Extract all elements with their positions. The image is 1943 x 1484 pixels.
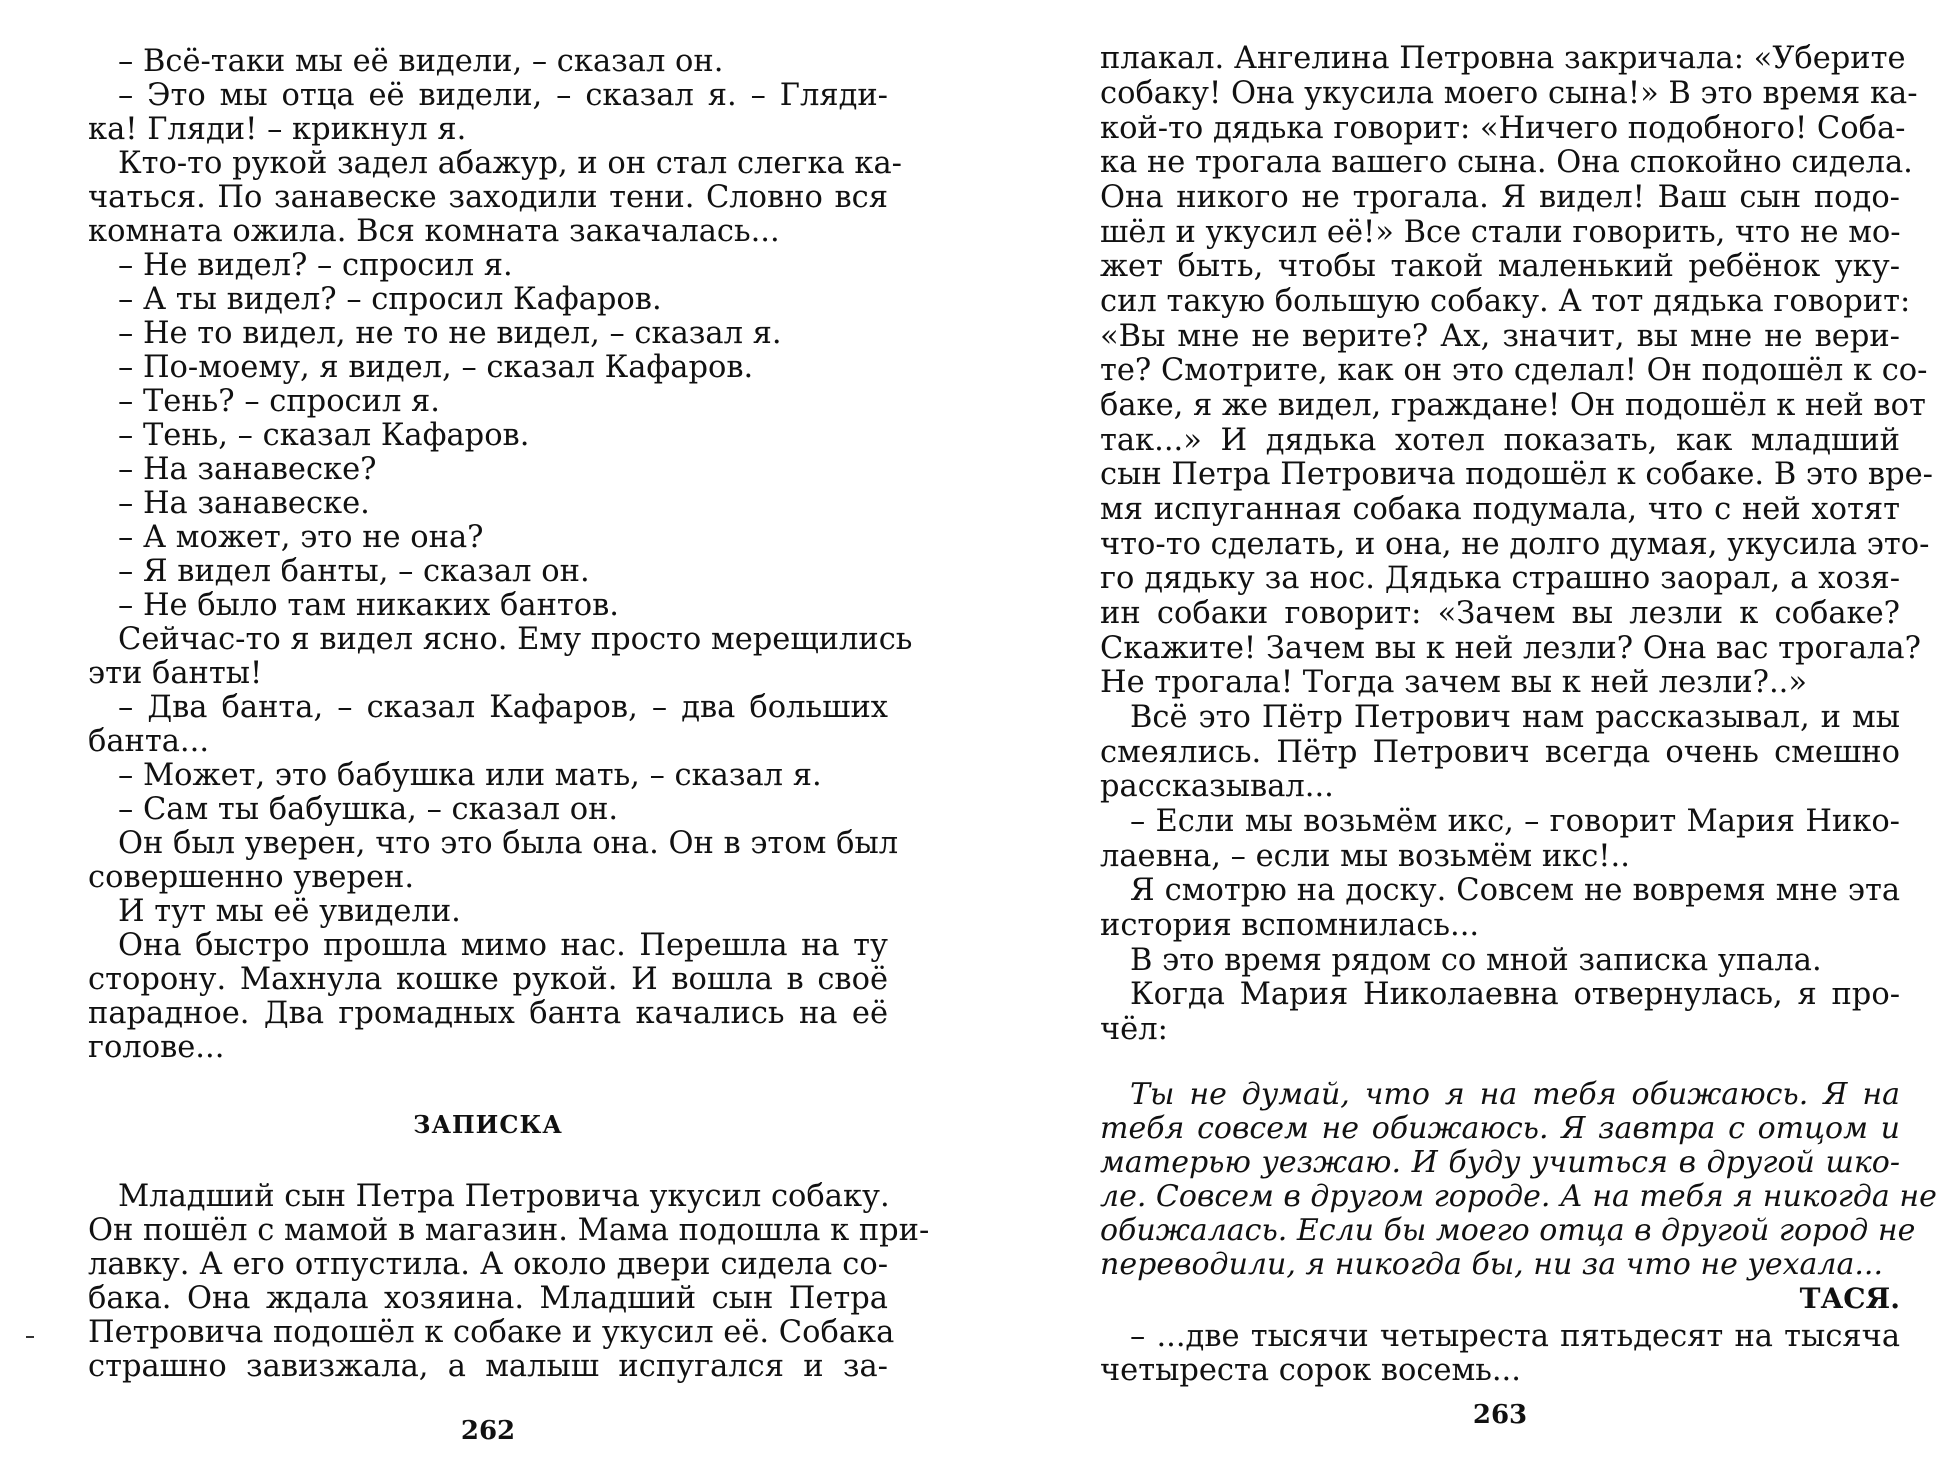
text-line: чаться. По занавеске заходили тени. Словно вся: [88, 180, 888, 215]
section-heading: ЗАПИСКА: [413, 1110, 563, 1139]
text-line: – Может, это бабушка или мать, – сказал я.: [118, 758, 822, 793]
text-line: рассказывал...: [1100, 769, 1334, 804]
text-line: сторону. Махнула кошке рукой. И вошла в своё: [88, 962, 888, 997]
text-line: шёл и укусил её!» Все стали говорить, что не мо-: [1100, 215, 1901, 250]
text-line: Скажите! Зачем вы к ней лезли? Она вас трогала?: [1100, 631, 1921, 666]
text-line: ка не трогала вашего сына. Она спокойно сидела.: [1100, 145, 1913, 180]
text-line: сил такую большую собаку. А тот дядька говорит:: [1100, 284, 1911, 319]
text-line: го дядьку за нос. Дядька страшно заорал, а хозя-: [1100, 561, 1900, 596]
text-line: четыреста сорок восемь...: [1100, 1353, 1521, 1388]
text-line: совершенно уверен.: [88, 860, 415, 895]
text-line: бака. Она ждала хозяина. Младший сын Петра: [88, 1281, 888, 1316]
text-line: собаку! Она укусила моего сына!» В это время ка-: [1100, 76, 1918, 111]
page-number: 263: [1472, 1400, 1528, 1430]
text-line: Младший сын Петра Петровича укусил собаку.: [118, 1179, 890, 1214]
text-line: кой-то дядька говорит: «Ничего подобного! Соба-: [1100, 111, 1906, 146]
text-line: Она быстро прошла мимо нас. Перешла на ту: [118, 928, 888, 963]
text-line: – Тень? – спросил я.: [118, 384, 440, 419]
note-signature: ТАСЯ.: [1799, 1282, 1900, 1315]
text-line: В это время рядом со мной записка упала.: [1130, 943, 1822, 978]
text-line: – Не видел? – спросил я.: [118, 248, 513, 283]
text-line: «Вы мне не верите? Ах, значит, вы мне не вери-: [1100, 319, 1900, 354]
text-line: ин собаки говорит: «Зачем вы лезли к собаке?: [1100, 596, 1900, 631]
text-line: – Не было там никаких бантов.: [118, 588, 620, 623]
text-line: парадное. Два громадных банта качались на её: [88, 996, 888, 1031]
text-line: – А ты видел? – спросил Кафаров.: [118, 282, 662, 317]
text-line: – Это мы отца её видели, – сказал я. – Гляди-: [118, 78, 888, 113]
scan-speck: [26, 1336, 34, 1338]
text-line: Когда Мария Николаевна отвернулась, я про-: [1130, 977, 1900, 1012]
note-line: ле. Совсем в другом городе. А на тебя я никогда не: [1100, 1179, 1937, 1214]
text-line: комната ожила. Вся комната закачалась...: [88, 214, 780, 249]
text-line: сын Петра Петровича подошёл к собаке. В это вре-: [1100, 457, 1933, 492]
text-line: – Если мы возьмём икс, – говорит Мария Нико-: [1130, 804, 1900, 839]
text-line: – Тень, – сказал Кафаров.: [118, 418, 530, 453]
text-line: история вспомнилась...: [1100, 908, 1480, 943]
text-line: чёл:: [1100, 1012, 1168, 1047]
text-line: ка! Гляди! – крикнул я.: [88, 112, 467, 147]
text-line: эти банты!: [88, 656, 263, 691]
text-line: Всё это Пётр Петрович нам рассказывал, и мы: [1130, 700, 1900, 735]
note-line: Ты не думай, что я на тебя обижаюсь. Я на: [1130, 1077, 1900, 1112]
text-line: – На занавеске.: [118, 486, 370, 521]
text-line: плакал. Ангелина Петровна закричала: «Уберите: [1100, 41, 1906, 76]
text-line: И тут мы её увидели.: [118, 894, 461, 929]
text-line: так...» И дядька хотел показать, как младший: [1100, 423, 1900, 458]
text-line: смеялись. Пётр Петрович всегда очень смешно: [1100, 735, 1900, 770]
text-line: Кто-то рукой задел абажур, и он стал слегка ка-: [118, 146, 902, 181]
note-line: обижалась. Если бы моего отца в другой город не: [1100, 1213, 1916, 1248]
text-line: – А может, это не она?: [118, 520, 484, 555]
text-line: те? Смотрите, как он это сделал! Он подошёл к со-: [1100, 353, 1928, 388]
text-line: голове...: [88, 1030, 225, 1065]
note-line: матерью уезжаю. И буду учиться в другой шко-: [1100, 1145, 1900, 1180]
text-line: жет быть, чтобы такой маленький ребёнок уку-: [1100, 249, 1900, 284]
text-line: банта...: [88, 724, 210, 759]
text-line: Я смотрю на доску. Совсем не вовремя мне эта: [1130, 873, 1900, 908]
text-line: Петровича подошёл к собаке и укусил её. Собака: [88, 1315, 895, 1350]
text-line: – Всё-таки мы её видели, – сказал он.: [118, 44, 724, 79]
page-number: 262: [460, 1416, 516, 1446]
text-line: Он был уверен, что это была она. Он в этом был: [118, 826, 899, 861]
text-line: лавку. А его отпустила. А около двери сидела со-: [88, 1247, 888, 1282]
text-line: – По-моему, я видел, – сказал Кафаров.: [118, 350, 754, 385]
text-line: Она никого не трогала. Я видел! Ваш сын подо-: [1100, 180, 1900, 215]
right-page: [1100, 0, 1937, 1484]
text-line: Он пошёл с мамой в магазин. Мама подошла к при-: [88, 1213, 930, 1248]
text-line: что-то сделать, и она, не долго думая, укусила это-: [1100, 527, 1930, 562]
text-line: – Не то видел, не то не видел, – сказал я.: [118, 316, 782, 351]
text-line: лаевна, – если мы возьмём икс!..: [1100, 839, 1630, 874]
text-line: – Я видел банты, – сказал он.: [118, 554, 590, 589]
left-page: [88, 0, 930, 1484]
text-line: Сейчас-то я видел ясно. Ему просто мерещились: [118, 622, 913, 657]
text-line: – На занавеске?: [118, 452, 377, 487]
text-line: Не трогала! Тогда зачем вы к ней лезли?..»: [1100, 665, 1808, 700]
text-line: – ...две тысячи четыреста пятьдесят на тысяча: [1130, 1319, 1900, 1354]
text-line: мя испуганная собака подумала, что с ней хотят: [1100, 492, 1900, 527]
text-line: баке, я же видел, граждане! Он подошёл к ней вот: [1100, 388, 1926, 423]
note-line: переводили, я никогда бы, ни за что не уехала...: [1100, 1247, 1883, 1282]
text-line: – Сам ты бабушка, – сказал он.: [118, 792, 619, 827]
note-line: тебя совсем не обижаюсь. Я завтра с отцом и: [1100, 1111, 1900, 1146]
text-line: страшно завизжала, а малыш испугался и за-: [88, 1349, 888, 1384]
text-line: – Два банта, – сказал Кафаров, – два больших: [118, 690, 888, 725]
